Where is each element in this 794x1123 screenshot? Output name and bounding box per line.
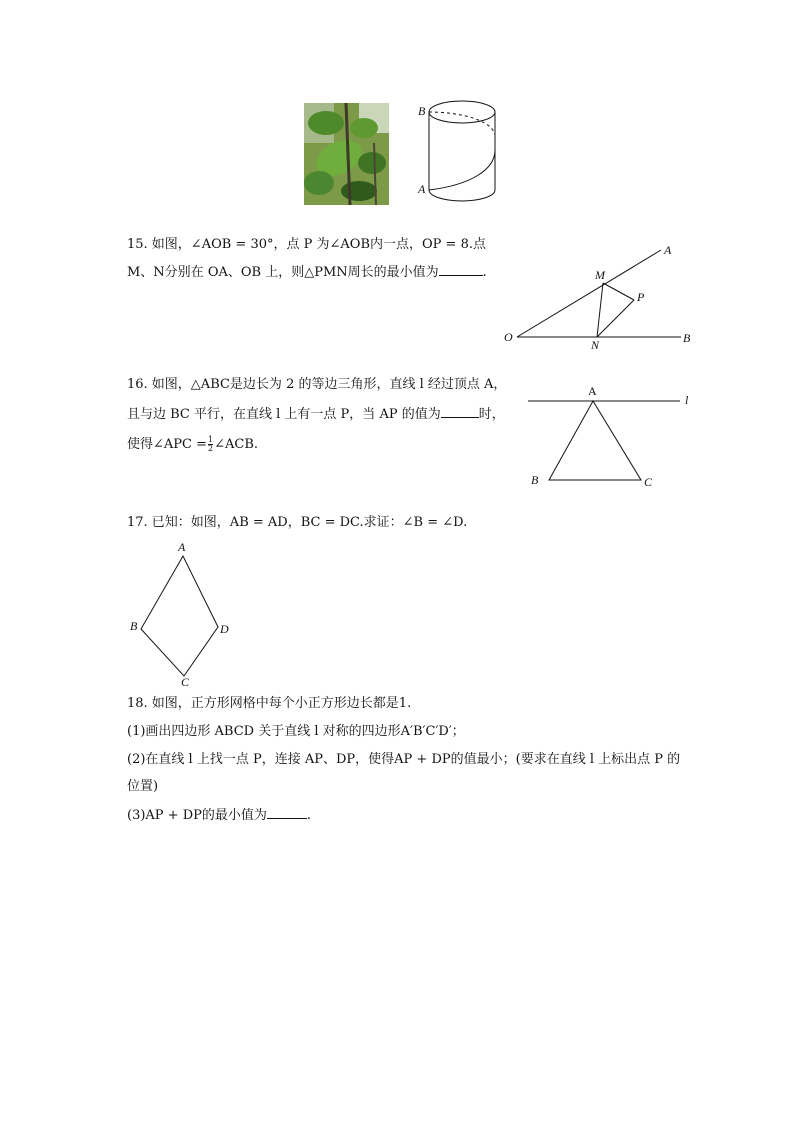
q18-answer-blank[interactable]: [267, 805, 307, 819]
q15-line2-text: M、N分别在 OA、OB 上，则△PMN周长的最小值为: [127, 265, 439, 280]
q16-line3-text: 使得∠APC =: [127, 437, 207, 452]
q15-label-p: P: [637, 290, 645, 304]
cylinder-label-b: B: [418, 104, 426, 118]
q15-label-m: M: [595, 268, 605, 282]
q16-line3-end: ∠ACB.: [214, 437, 259, 452]
q16-line3: [127, 436, 258, 454]
q18-line2: (1)画出四边形 ABCD 关于直线 l 对称的四边形A′B′C′D′；: [127, 724, 465, 739]
q17-figure: [141, 556, 218, 676]
q18-line5-text: (3)AP + DP的最小值为: [127, 808, 267, 823]
q16-fraction: [208, 436, 213, 453]
q17-line1: 17. 已知：如图，AB = AD，BC = DC.求证：∠B = ∠D.: [127, 515, 468, 530]
q15-line2-end: .: [482, 265, 487, 280]
q15-line2: [127, 262, 487, 282]
q16-line2-end: 时，: [478, 407, 505, 422]
q18-line4: 位置): [127, 779, 159, 794]
q16-line1: 16. 如图，△ABC是边长为 2 的等边三角形，直线 l 经过顶点 A，: [127, 377, 507, 392]
q15-label-b: B: [683, 331, 691, 345]
q16-figure: [528, 401, 680, 480]
q16-line2: [127, 404, 505, 424]
q16-answer-blank[interactable]: [441, 404, 479, 418]
q18-line5: [127, 805, 311, 825]
q18-line5-end: .: [306, 808, 312, 823]
q17-label-a: A: [178, 540, 186, 554]
q16-frac-den: 2: [208, 444, 214, 453]
q15-label-n: N: [591, 338, 600, 352]
q18-line1: 18. 如图，正方形网格中每个小正方形边长都是1.: [127, 696, 412, 711]
q16-label-l: l: [685, 393, 689, 407]
q16-label-b: B: [531, 473, 539, 487]
q17-label-b: B: [130, 619, 138, 633]
q16-label-c: C: [644, 475, 653, 489]
cylinder-figure: [429, 101, 495, 201]
q16-label-a: A: [588, 384, 597, 398]
cylinder-label-a: A: [418, 182, 426, 196]
q15-label-o: O: [504, 330, 513, 344]
q18-line3: (2)在直线 l 上找一点 P，连接 AP、DP，使得AP + DP的值最小；(要求在直线 l 上标出点 P 的: [127, 752, 681, 767]
q17-label-c: C: [181, 675, 190, 689]
q16-line2-text: 且与边 BC 平行，在直线 l 上有一点 P，当 AP 的值为: [127, 407, 441, 422]
q16-frac-num: 1: [208, 435, 214, 444]
q15-label-a: A: [664, 243, 672, 257]
q15-figure: [517, 250, 681, 337]
q15-answer-blank[interactable]: [439, 262, 483, 276]
q17-label-d: D: [220, 622, 229, 636]
q15-line1: 15. 如图，∠AOB = 30°，点 P 为∠AOB内一点，OP = 8.点: [127, 237, 486, 252]
